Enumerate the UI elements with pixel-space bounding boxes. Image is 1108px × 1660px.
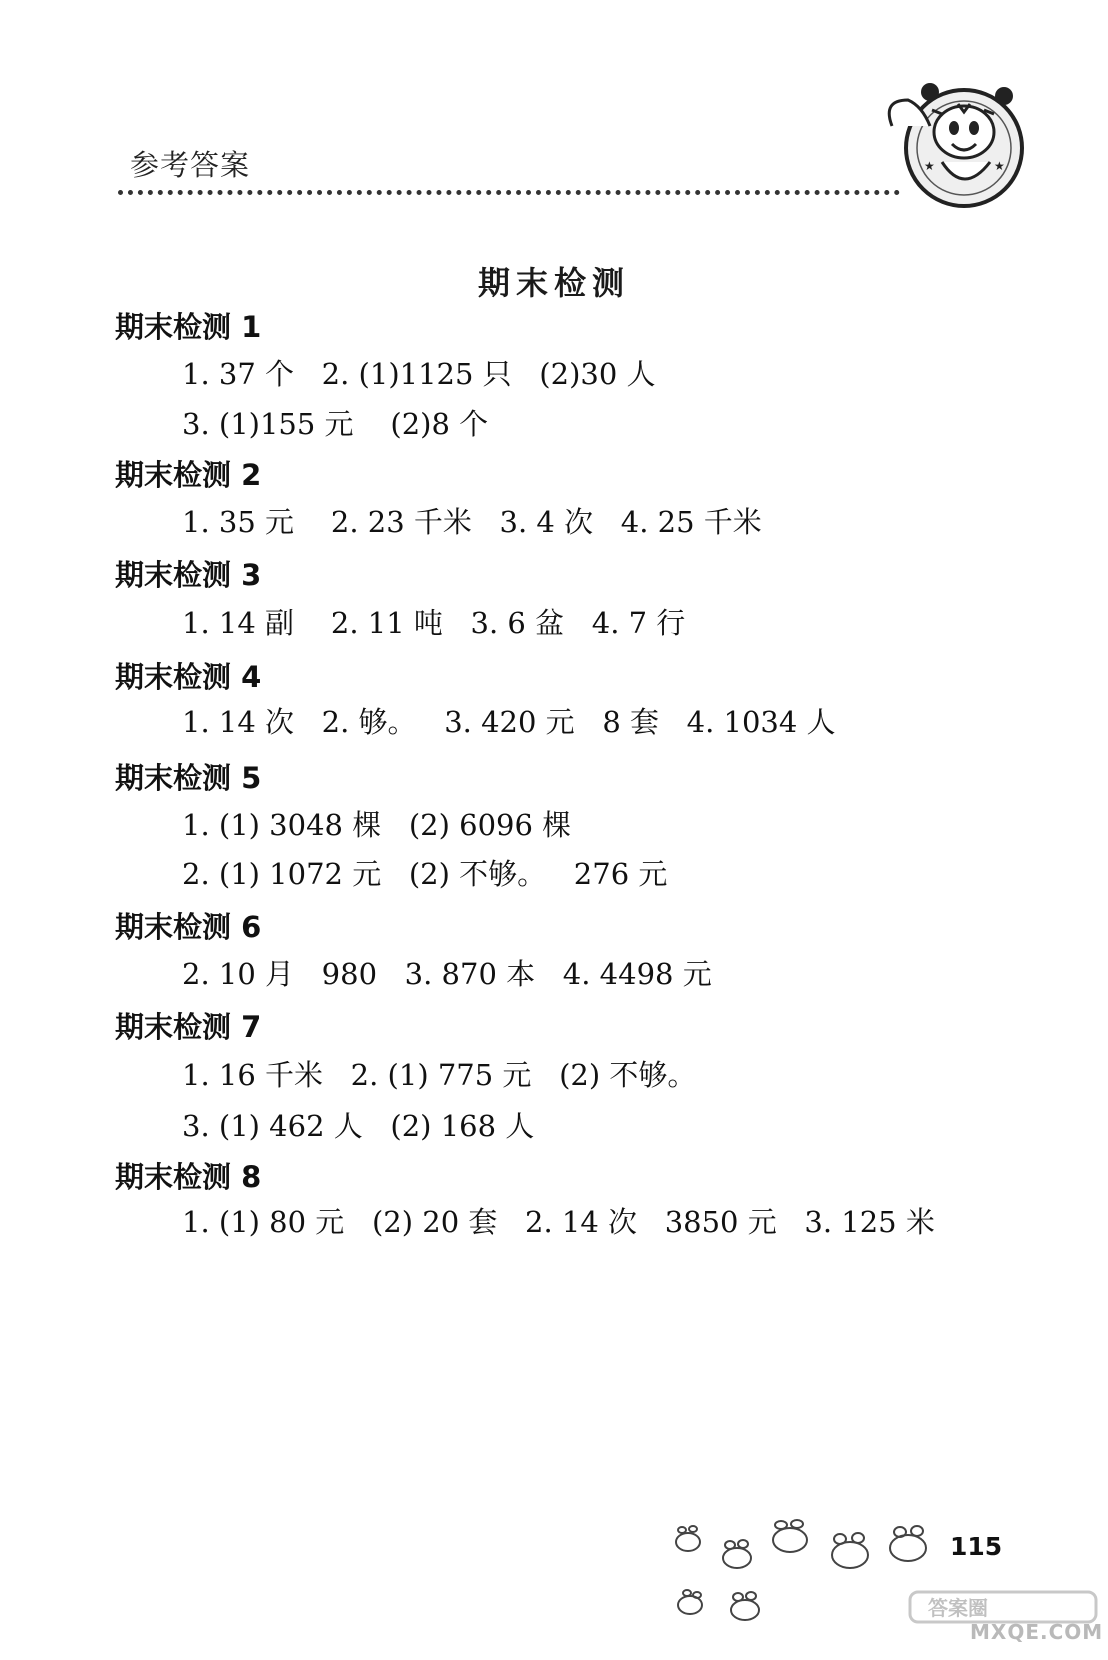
section-title: 期末检测 [477,264,630,302]
test-heading-1: 期末检测 1 [115,310,262,344]
test-heading-7: 期末检测 7 [115,1010,262,1044]
answer-line-4a: 1. 14 次 2. 够。 3. 420 元 8 套 4. 1034 人 [182,705,836,739]
answer-line-7a: 1. 16 千米 2. (1) 775 元 (2) 不够。 [182,1058,697,1092]
test-heading-8: 期末检测 8 [115,1160,262,1194]
header-label: 参考答案 [130,148,251,182]
test-heading-6: 期末检测 6 [115,910,262,944]
answer-line-8a: 1. (1) 80 元 (2) 20 套 2. 14 次 3850 元 3. 125 米 [182,1205,935,1239]
tiger-mascot-logo [872,70,1032,220]
test-heading-2: 期末检测 2 [115,458,262,492]
page-number: 115 [950,1532,1003,1561]
svg-text:★: ★ [924,159,935,173]
answer-line-1b: 3. (1)155 元 (2)8 个 [182,407,489,441]
watermark-text: MXQE.COM [970,1620,1104,1644]
answer-line-7b: 3. (1) 462 人 (2) 168 人 [182,1109,535,1143]
answer-line-5b: 2. (1) 1072 元 (2) 不够。 276 元 [182,857,668,891]
test-heading-3: 期末检测 3 [115,558,262,592]
svg-text:★: ★ [994,159,1005,173]
svg-text:答案圈: 答案圈 [928,1596,988,1620]
answer-line-6a: 2. 10 月 980 3. 870 本 4. 4498 元 [182,957,712,991]
header-divider [118,190,900,195]
test-heading-4: 期末检测 4 [115,660,262,694]
answer-line-5a: 1. (1) 3048 棵 (2) 6096 棵 [182,808,572,842]
answer-line-1a: 1. 37 个 2. (1)1125 只 (2)30 人 [182,357,656,391]
answer-line-3a: 1. 14 副 2. 11 吨 3. 6 盆 4. 7 行 [182,606,686,640]
test-heading-5: 期末检测 5 [115,761,262,795]
answer-line-2a: 1. 35 元 2. 23 千米 3. 4 次 4. 25 千米 [182,505,762,539]
